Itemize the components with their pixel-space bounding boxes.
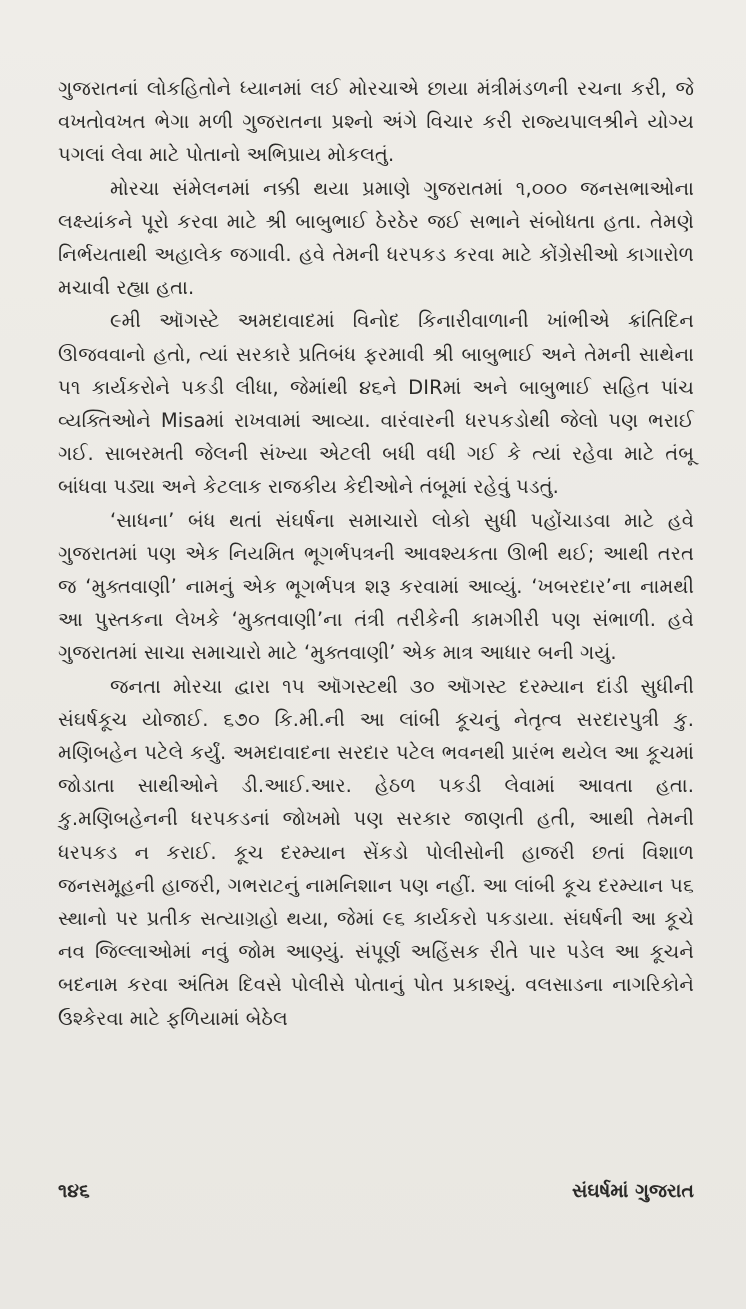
page-number: ૧૪૬ — [58, 1180, 90, 1202]
page-footer — [58, 1180, 694, 1210]
body-text — [58, 72, 694, 1035]
running-title: સંઘર્ષમાં ગુજરાત — [571, 1180, 694, 1202]
paragraph-5: જનતા મોરચા દ્વારા ૧૫ ઑગસ્ટથી ૩૦ ઑગસ્ટ દરમ્યાન દાંડી સુધીની સંઘર્ષકૂચ યોજાઈ. ૬૭૦ કિ.મી.ની આ લાંબી કૂચનું નેતૃત્વ સરદારપુત્રી કુ. મણિબહેન પટેલે કર્યું. અમદાવાદના સરદાર પટેલ ભવનથી પ્રારંભ થયેલ આ કૂચમાં જોડાતા સાથીઓને ડી.આઈ.આર. હેઠળ પકડી લેવામાં આવતા હતા. કુ.મણિબહેનની ધરપકડનાં જોખમો પણ સરકાર જાણતી હતી, આથી તેમની ધરપકડ ન કરાઈ. કૂચ દરમ્યાન સેંકડો પોલીસોની હાજરી છતાં વિશાળ જનસમૂહની હાજરી, ગભરાટનું નામનિશાન પણ નહીં. આ લાંબી કૂચ દરમ્યાન ૫૬ સ્થાનો પર પ્રતીક સત્યાગ્રહો થયા, જેમાં ૯૬ કાર્યકરો પકડાયા. સંઘર્ષની આ કૂચે નવ જિલ્લાઓમાં નવું જોમ આણ્યું. સંપૂર્ણ અહિંસક રીતે પાર પડેલ આ કૂચને બદનામ કરવા અંતિમ દિવસે પોલીસે પોતાનું પોત પ્રકાશ્યું. વલસાડના નાગરિકોને ઉશ્કેરવા માટે ફળિયામાં બેઠેલ — [58, 674, 694, 1030]
paragraph-4: ‘સાધના’ બંધ થતાં સંઘર્ષના સમાચારો લોકો સુધી પહોંચાડવા માટે હવે ગુજરાતમાં પણ એક નિયમિત ભૂગર્ભપત્રની આવશ્યકતા ઊભી થઈ; આથી તરત જ ‘મુક્તવાણી’ નામનું એક ભૂગર્ભપત્ર શરૂ કરવામાં આવ્યું. ‘ખબરદાર’ના નામથી આ પુસ્તકના લેખકે ‘મુક્તવાણી’ના તંત્રી તરીકેની કામગીરી પણ સંભાળી. હવે ગુજરાતમાં સાચા સમાચારો માટે ‘મુક્તવાણી’ એક માત્ર આધાર બની ગયું. — [58, 508, 694, 665]
paragraph-1: ગુજરાતનાં લોકહિતોને ધ્યાનમાં લઈ મોરચાએ છાયા મંત્રીમંડળની રચના કરી, જે વખતોવખત ભેગા મળી ગુજરાતના પ્રશ્નો અંગે વિચાર કરી રાજ્યપાલશ્રીને યોગ્ય પગલાં લેવા માટે પોતાનો અભિપ્રાય મોકલતું. — [58, 77, 694, 167]
paragraph-2: મોરચા સંમેલનમાં નક્કી થયા પ્રમાણે ગુજરાતમાં ૧,૦૦૦ જનસભાઓના લક્ષ્યાંકને પૂરો કરવા માટે શ્રી બાબુભાઈ ઠેરઠેર જઈ સભાને સંબોધતા હતા. તેમણે નિર્ભયતાથી અહાલેક જગાવી. હવે તેમની ધરપકડ કરવા માટે કોંગ્રેસીઓ કાગારોળ મચાવી રહ્યા હતા. — [58, 176, 694, 300]
paragraph-3: ૯મી ઑગસ્ટે અમદાવાદમાં વિનોદ કિનારીવાળાની ખાંભીએ ક્રાંતિદિન ઊજવવાનો હતો, ત્યાં સરકારે પ્રતિબંધ ફરમાવી શ્રી બાબુભાઈ અને તેમની સાથેના ૫૧ કાર્યકરોને પકડી લીધા, જેમાંથી ૪૬ને DIRમાં અને બાબુભાઈ સહિત પાંચ વ્યક્તિઓને Misaમાં રાખવામાં આવ્યા. વારંવારની ધરપકડોથી જેલો પણ ભરાઈ ગઈ. સાબરમતી જેલની સંખ્યા એટલી બધી વધી ગઈ કે ત્યાં રહેવા માટે તંબૂ બાંધવા પડ્યા અને કેટલાક રાજકીય કેદીઓને તંબૂમાં રહેવું પડતું. — [58, 309, 694, 499]
